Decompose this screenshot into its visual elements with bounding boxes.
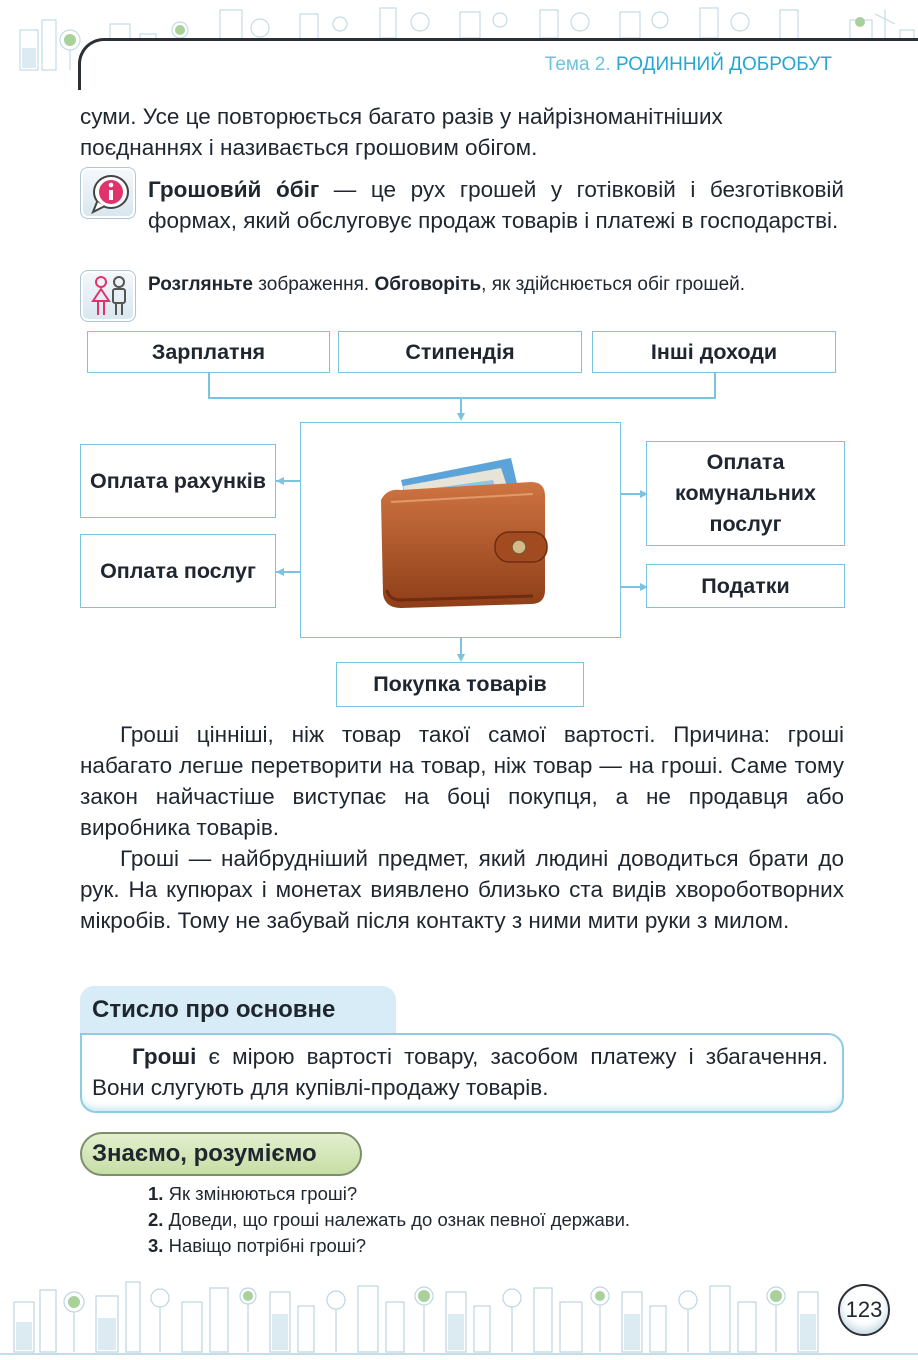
people-discussion-icon — [81, 271, 137, 323]
question-3-number: 3. — [148, 1235, 164, 1256]
question-1-text: Як змінюються гроші? — [168, 1183, 358, 1204]
summary-heading: Стисло про основне — [80, 986, 396, 1034]
task-instruction — [148, 272, 745, 298]
info-icon — [80, 167, 136, 219]
task-verb-2: Обговоріть — [374, 274, 482, 295]
question-2 — [148, 1208, 630, 1232]
arrow-to-goods — [457, 654, 465, 662]
question-3-text: Навіщо потрібні гроші? — [168, 1235, 367, 1256]
outflow-box-goods: Покупка товарів — [336, 662, 584, 707]
connector-sources-horizontal — [208, 397, 716, 399]
outflow-box-services: Оплата послуг — [80, 534, 276, 608]
body-paragraph-2: Гроші — найбрудніший предмет, який людині доводиться брати до рук. На купюрах і монетах виявлено близько ста видів хвороботворних мікробів. Тому не забувай після контакту з ними мити руки з милом. — [80, 846, 844, 933]
info-speech-bubble-icon — [81, 168, 137, 220]
summary-text — [92, 1041, 828, 1103]
summary-term: Гроші — [132, 1044, 197, 1069]
arrow-to-bills — [276, 477, 284, 485]
wallet-box — [300, 422, 621, 638]
source-box-salary: Зарплатня — [87, 331, 330, 373]
questions-heading: Знаємо, розуміємо — [80, 1132, 362, 1176]
question-1 — [148, 1182, 357, 1206]
source-box-stipend: Стипендія — [338, 331, 582, 373]
definition-text: — це рух грошей у готівковій і безготівковій формах, який обслуговує продаж товарів і платежі в господарстві. — [148, 177, 844, 233]
summary-definition: є мірою вартості товару, засобом платежу і збагачення. Вони слугують для купівлі-продажу товарів. — [92, 1044, 828, 1100]
outflow-box-taxes: Податки — [646, 564, 845, 608]
task-text-1: зображення. — [252, 274, 375, 295]
page-number: 123 — [838, 1284, 890, 1336]
connector-goods — [460, 638, 462, 654]
connector-salary — [208, 373, 210, 397]
body-paragraph-1: Гроші цінніші, ніж товар такої самої вартості. Причина: гроші набагато легше перетворити на товар, ніж товар — на гроші. Саме тому закон найчастіше виступає на боці покупця, а не продавця або виробника товарів. — [80, 722, 844, 840]
topic-number: Тема 2. — [544, 54, 611, 75]
connector-other-income — [714, 373, 716, 397]
connector-to-wallet — [460, 397, 462, 413]
outflow-box-bills: Оплата рахунків — [80, 444, 276, 518]
bottom-decorative-cityscape — [0, 1262, 918, 1360]
definition-term: Грошови́й о́біг — [148, 177, 320, 202]
topic-title: РОДИННИЙ ДОБРОБУТ — [615, 54, 832, 75]
question-3 — [148, 1234, 366, 1258]
people-icon — [80, 270, 136, 322]
task-verb-1: Розгляньте — [148, 274, 253, 295]
running-header — [545, 54, 832, 76]
outflow-box-utilities: Оплата комунальних послуг — [646, 441, 845, 546]
arrow-to-services — [276, 568, 284, 576]
question-2-number: 2. — [148, 1209, 164, 1230]
definition-paragraph — [148, 174, 844, 236]
intro-line-2: поєднаннях і називається грошовим обігом. — [80, 135, 538, 160]
source-box-other-income: Інші доходи — [592, 331, 836, 373]
question-1-number: 1. — [148, 1183, 164, 1204]
wallet-illustration — [361, 440, 561, 620]
question-2-text: Доведи, що гроші належать до ознак певної держави. — [168, 1209, 631, 1230]
task-text-2: , як здійснюється обіг грошей. — [481, 274, 746, 295]
intro-line-1: суми. Усе це повторюється багато разів у найрізноманітніших — [80, 104, 723, 129]
arrow-to-wallet — [457, 413, 465, 421]
